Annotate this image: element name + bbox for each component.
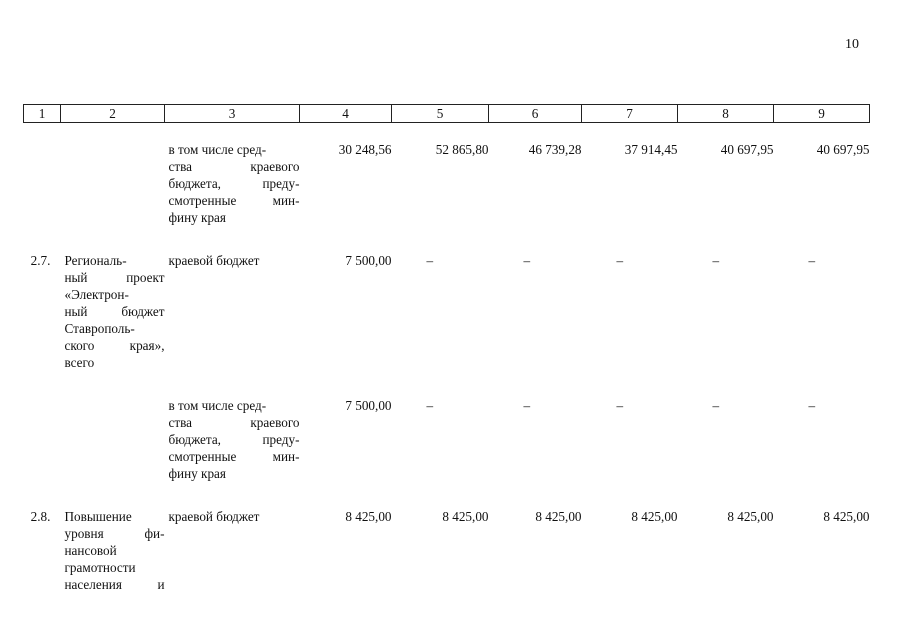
funding-source: в том числе сред- ства краевого бюджета, преду- смотренные мин- фину края xyxy=(168,142,300,225)
table-row xyxy=(24,490,870,601)
row-number xyxy=(24,379,61,490)
value-col-8: – xyxy=(712,253,720,268)
column-header-8: 8 xyxy=(678,105,774,123)
column-header-4: 4 xyxy=(300,105,392,123)
value-col-6: – xyxy=(523,398,531,413)
value-col-5: 52 865,80 xyxy=(435,142,489,157)
row-name: Повышение уровня фи- нансовой грамотности населения и xyxy=(64,509,165,592)
row-name: Региональ- ный проект «Электрон- ный бюджет Ставрополь- ского края», всего xyxy=(64,253,165,370)
value-col-5: – xyxy=(426,253,434,268)
value-col-8: 8 425,00 xyxy=(727,509,774,524)
column-header-2: 2 xyxy=(61,105,165,123)
table-row xyxy=(24,234,870,379)
value-col-7: 8 425,00 xyxy=(631,509,678,524)
value-col-8: 40 697,95 xyxy=(720,142,774,157)
row-name xyxy=(61,123,165,235)
value-col-6: – xyxy=(523,253,531,268)
table-row xyxy=(24,379,870,490)
funding-source: краевой бюджет xyxy=(168,253,260,268)
row-number: 2.8. xyxy=(30,509,51,524)
value-col-9: 40 697,95 xyxy=(816,142,870,157)
value-col-7: – xyxy=(616,253,624,268)
value-col-5: – xyxy=(426,398,434,413)
funding-source: краевой бюджет xyxy=(168,509,260,524)
column-header-9: 9 xyxy=(774,105,870,123)
value-col-9: – xyxy=(808,253,816,268)
value-col-6: 46 739,28 xyxy=(528,142,582,157)
table-row xyxy=(24,123,870,235)
column-header-1: 1 xyxy=(24,105,61,123)
value-col-7: 37 914,45 xyxy=(624,142,678,157)
column-header-5: 5 xyxy=(392,105,489,123)
value-col-9: 8 425,00 xyxy=(823,509,870,524)
table-body xyxy=(24,123,870,602)
column-header-3: 3 xyxy=(165,105,300,123)
column-header-7: 7 xyxy=(582,105,678,123)
funding-source: в том числе сред- ства краевого бюджета, преду- смотренные мин- фину края xyxy=(168,398,300,481)
value-col-8: – xyxy=(712,398,720,413)
value-col-4: 8 425,00 xyxy=(345,509,392,524)
value-col-5: 8 425,00 xyxy=(442,509,489,524)
budget-table xyxy=(23,104,870,601)
value-col-7: – xyxy=(616,398,624,413)
value-col-9: – xyxy=(808,398,816,413)
row-number: 2.7. xyxy=(30,253,51,268)
value-col-4: 30 248,56 xyxy=(338,142,392,157)
row-number xyxy=(24,123,61,235)
header-row xyxy=(24,105,870,123)
page-number: 10 xyxy=(845,37,859,52)
column-header-6: 6 xyxy=(489,105,582,123)
value-col-4: 7 500,00 xyxy=(345,253,392,268)
value-col-6: 8 425,00 xyxy=(535,509,582,524)
row-name xyxy=(61,379,165,490)
value-col-4: 7 500,00 xyxy=(345,398,392,413)
